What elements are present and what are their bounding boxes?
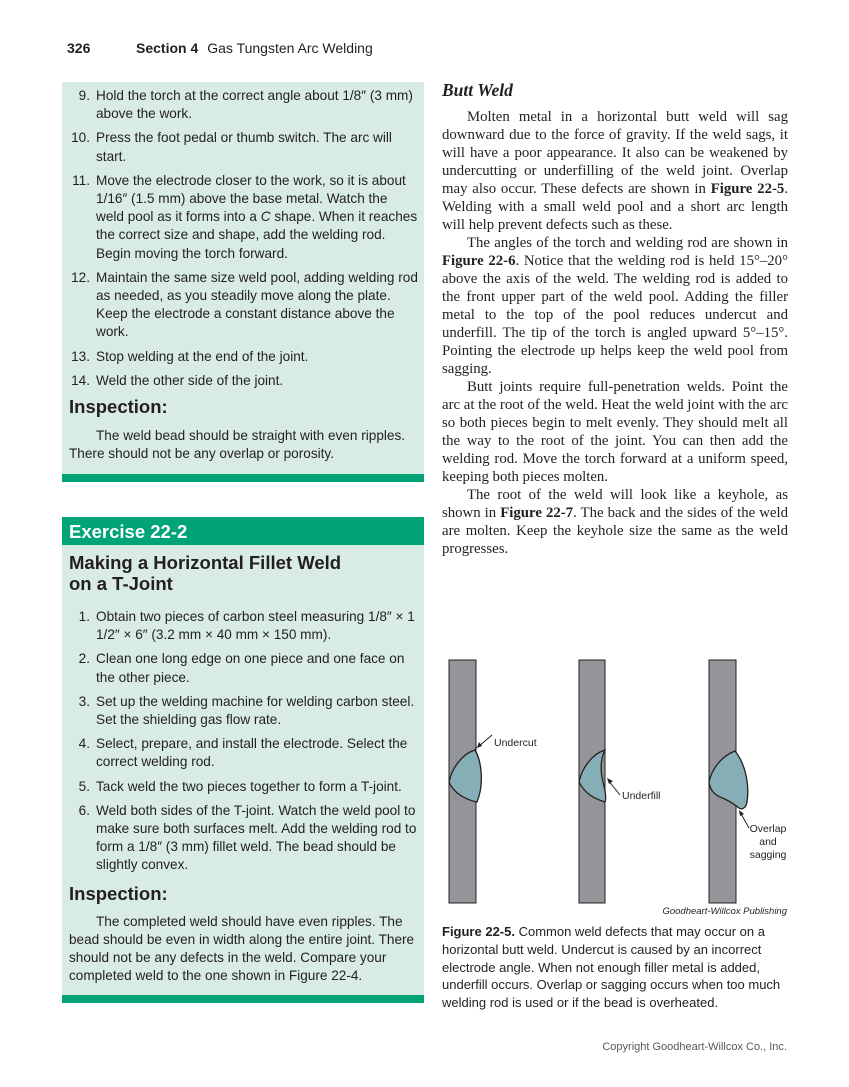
weld-defects-illustration bbox=[442, 650, 788, 920]
inspection-heading: Inspection: bbox=[69, 396, 168, 418]
exercise-title: Making a Horizontal Fillet Weld on a T-Joint bbox=[69, 552, 342, 594]
step-item: 13. Stop welding at the end of the joint. bbox=[71, 348, 309, 364]
step-item: 3. Set up the welding machine for welding carbon steel. Set the shielding gas flow rate. bbox=[78, 693, 415, 728]
figure-ref: Figure 22-7 bbox=[500, 505, 574, 521]
label-overlap-line2: and bbox=[759, 836, 777, 848]
step-item: 6. Weld both sides of the T-joint. Watch the weld pool to make sure both surfaces melt. Add the welding rod to form a 1/8″ (3 mm) fillet weld. The bead should be slightly convex. bbox=[78, 802, 417, 873]
figure-credit: Goodheart-Willcox Publishing bbox=[662, 906, 787, 917]
label-overlap-line3: sagging bbox=[749, 849, 787, 861]
step-item: 11. Move the electrode closer to the work, so it is about 1/16″ (1.5 mm) above the base metal. Watch the weld pool as it forms into a C shape. When it reaches the correct size and shape, add the welding rod. Begin moving the torch forward. bbox=[72, 172, 418, 261]
figure-ref: Figure 22-6 bbox=[442, 253, 516, 269]
figure-caption: Figure 22-5. Common weld defects that may occur on a horizontal butt weld. Undercut is caused by an incorrect electrode angle. When not enough filler metal is added, underfill occurs. Overlap or sagging occurs when too much welding rod is used or if the bead is overheated. bbox=[442, 924, 781, 1011]
step-item: 10. Press the foot pedal or thumb switch. The arc will start. bbox=[71, 130, 392, 164]
step-item: 2. Clean one long edge on one piece and one face on the other piece. bbox=[78, 651, 405, 685]
copyright-notice: Copyright Goodheart-Willcox Co., Inc. bbox=[602, 1041, 787, 1053]
figure-22-5 bbox=[442, 650, 788, 920]
body-paragraph: The angles of the torch and welding rod are shown in Figure 22-6. Notice that the welding rod is held 15°–20° above the axis of the weld. The welding rod is added to the front upper part of the weld pool. Adding the filler metal to the top of the pool reduces undercut and underfill. The tip of the torch is angled upward 5°–15°. Pointing the electrode up helps keep the weld pool from sagging. bbox=[442, 235, 788, 377]
body-paragraph: The root of the weld will look like a keyhole, as shown in Figure 22-7. The back and the sides of the weld are molten. Keep the keyhole size the same as the weld progresses. bbox=[442, 487, 788, 557]
caption-figure-ref: Figure 22-5. bbox=[442, 924, 515, 939]
label-undercut: Undercut bbox=[494, 737, 537, 749]
step-item: 4. Select, prepare, and install the electrode. Select the correct welding rod. bbox=[78, 736, 408, 770]
step-item: 1. Obtain two pieces of carbon steel measuring 1/8″ × 1 1/2″ × 6″ (3.2 mm × 40 mm × 150 mm). bbox=[78, 609, 415, 643]
butt-weld-section bbox=[442, 80, 788, 558]
step-item: 5. Tack weld the two pieces together to form a T-joint. bbox=[78, 778, 402, 794]
box-bottom-bar bbox=[62, 995, 424, 1003]
exercise-label: Exercise 22-2 bbox=[62, 517, 424, 545]
body-paragraph: Molten metal in a horizontal butt weld will sag downward due to the force of gravity. If the weld sags, it will have a poor appearance. It also can be weakened by undercutting or underfilling of the weld joint. Overlap may also occur. These defects are shown in Figure 22-5. Welding with a small weld pool and a short arc length will help prevent defects such as these. bbox=[442, 109, 789, 233]
section-heading: Butt Weld bbox=[442, 80, 513, 100]
inspection-heading: Inspection: bbox=[69, 882, 168, 904]
page-number: 326 bbox=[67, 40, 91, 56]
steps-list bbox=[62, 87, 424, 390]
step-item: 9. Hold the torch at the correct angle about 1/8″ (3 mm) above the work. bbox=[78, 88, 413, 122]
box-bottom-bar bbox=[62, 474, 424, 482]
step-item: 14. Weld the other side of the joint. bbox=[71, 372, 284, 388]
label-overlap-line1: Overlap bbox=[749, 823, 787, 835]
exercise-22-1-continued-box bbox=[62, 82, 424, 482]
page-header bbox=[67, 40, 373, 56]
exercise-22-2-box bbox=[62, 517, 424, 1003]
step-item: 12. Maintain the same size weld pool, adding welding rod as needed, as you steadily move along the plate. Keep the electrode a constant distance above the work. bbox=[71, 269, 418, 340]
steps-list bbox=[62, 608, 424, 875]
inspection-text: The completed weld should have even ripples. The bead should be even in width along the entire joint. There should not be any defects in the weld. Compare your completed weld to the one shown in Figure 22-4. bbox=[69, 913, 415, 984]
body-paragraph: Butt joints require full-penetration welds. Point the arc at the root of the weld. Heat the weld joint with the arc so both pieces begin to melt evenly. They should melt all the way to the root of the joint. You can then add the welding rod. Move the torch forward at a uniform speed, keeping both pieces molten. bbox=[442, 379, 788, 485]
figure-ref: Figure 22-5 bbox=[710, 181, 785, 197]
inspection-text: The weld bead should be straight with even ripples. There should not be any overlap or porosity. bbox=[69, 428, 406, 462]
section-title: Gas Tungsten Arc Welding bbox=[207, 40, 373, 56]
section-label: Section 4 bbox=[136, 40, 199, 56]
label-underfill: Underfill bbox=[622, 790, 661, 802]
